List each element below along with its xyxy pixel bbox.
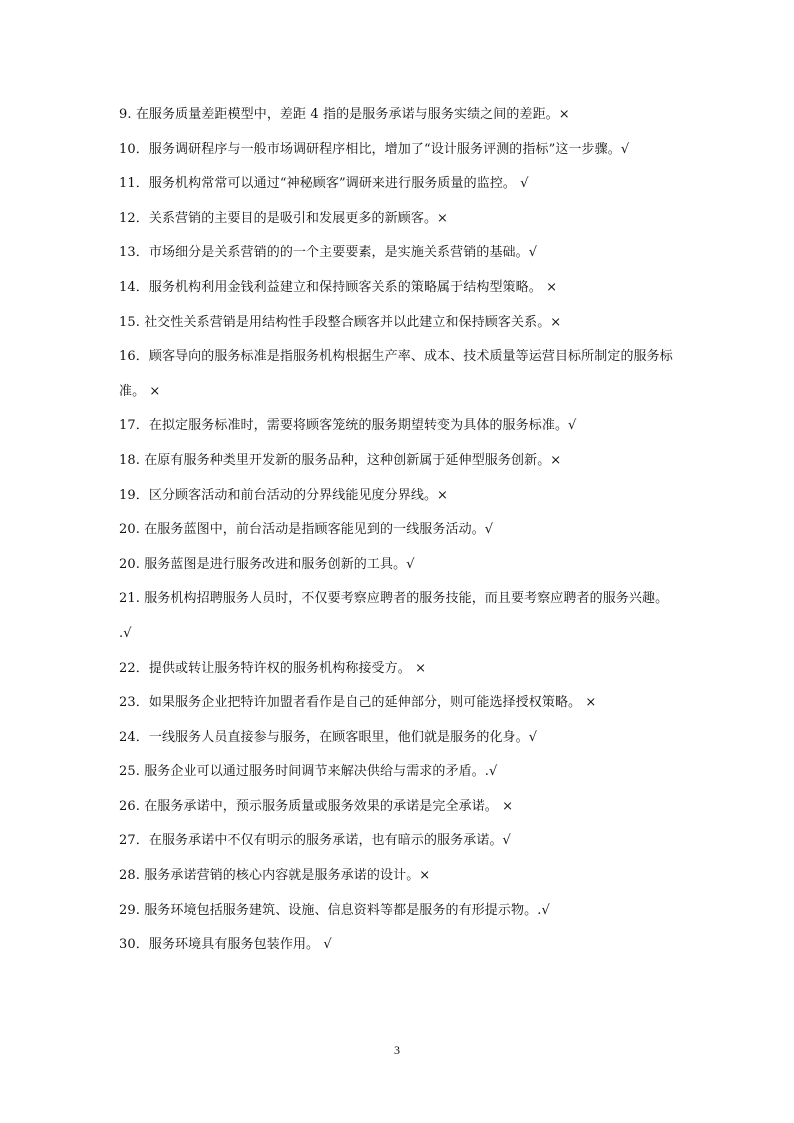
question-line: 29. 服务环境包括服务建筑、设施、信息资料等都是服务的有形提示物。.√ [119,902,550,918]
question-line: 17．在拟定服务标准时，需要将顾客笼统的服务期望转变为具体的服务标准。√ [119,418,577,434]
question-line: 16．顾客导向的服务标准是指服务机构根据生产率、成本、技术质量等运营目标所制定的服务标 [119,349,673,365]
question-line: 20. 服务蓝图是进行服务改进和服务创新的工具。√ [119,556,415,572]
question-line: 10．服务调研程序与一般市场调研程序相比，增加了“设计服务评测的指标”这一步骤。√ [119,141,630,157]
question-line: 23．如果服务企业把特许加盟者看作是自己的延伸部分，则可能选择授权策略。 × [119,695,597,711]
question-line: 20. 在服务蓝图中，前台活动是指顾客能见到的一线服务活动。√ [119,522,494,538]
question-line: 14．服务机构利用金钱利益建立和保持顾客关系的策略属于结构型策略。 × [119,279,558,295]
question-line: 25. 服务企业可以通过服务时间调节来解决供给与需求的矛盾。.√ [119,764,498,780]
question-line: 18. 在原有服务种类里开发新的服务品种，这种创新属于延伸型服务创新。× [119,452,562,468]
question-line: 28. 服务承诺营销的核心内容就是服务承诺的设计。× [119,868,431,884]
question-line: 13．市场细分是关系营销的的一个主要要素，是实施关系营销的基础。√ [119,245,538,261]
question-line: 12．关系营销的主要目的是吸引和发展更多的新顾客。× [119,210,449,226]
question-line: 19．区分顾客活动和前台活动的分界线能见度分界线。× [119,487,449,503]
question-line: 9. 在服务质量差距模型中，差距 4 指的是服务承诺与服务实绩之间的差距。× [119,107,570,122]
question-line-continuation: .√ [119,625,132,641]
question-line: 22．提供或转让服务特许权的服务机构称接受方。 × [119,660,427,676]
question-line: 30．服务环境具有服务包装作用。 √ [119,937,332,953]
question-line: 24．一线服务人员直接参与服务，在顾客眼里，他们就是服务的化身。√ [119,729,538,745]
question-line: 21. 服务机构招聘服务人员时，不仅要考察应聘者的服务技能，而且要考察应聘者的服务兴趣。 [119,591,669,607]
question-line: 15. 社交性关系营销是用结构性手段整合顾客并以此建立和保持顾客关系。× [119,314,562,330]
question-line: 26. 在服务承诺中，预示服务质量或服务效果的承诺是完全承诺。 × [119,798,514,814]
question-line-continuation: 准。 × [119,383,161,399]
question-line: 11．服务机构常常可以通过“神秘顾客”调研来进行服务质量的监控。 √ [119,176,529,192]
question-line: 27．在服务承诺中不仅有明示的服务承诺，也有暗示的服务承诺。√ [119,833,511,849]
question-list [119,104,679,969]
page-number: 3 [394,1043,400,1057]
